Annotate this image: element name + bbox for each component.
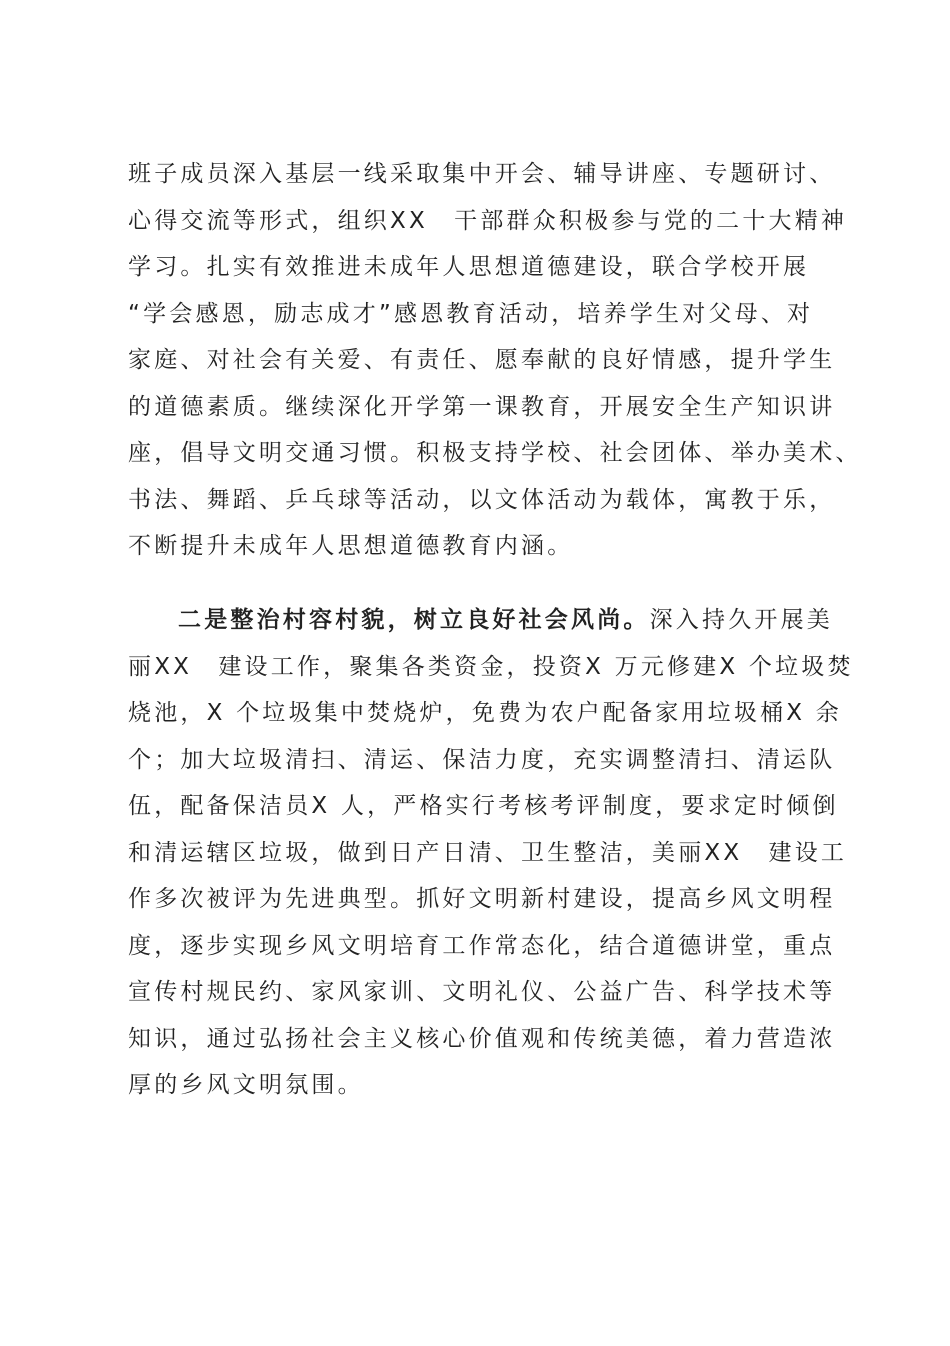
- paragraph-1: [128, 151, 862, 570]
- paragraph-1-line: 的道德素质。继续深化开学第一课教育，开展安全生产知识讲: [128, 393, 836, 420]
- paragraph-2-line: 厚的乡风文明氛围。: [128, 1072, 364, 1098]
- paragraph-1-line: 学习。扎实有效推进未成年人思想道德建设，联合学校开展: [128, 254, 810, 280]
- paragraph-2-line: 烧池，X 个垃圾集中焚烧炉，免费为农户配备家用垃圾桶X 余: [128, 700, 842, 726]
- paragraph-2-line: 个；加大垃圾清扫、清运、保洁力度，充实调整清扫、清运队: [128, 746, 836, 773]
- paragraph-2-line: 度，逐步实现乡风文明培育工作常态化，结合道德讲堂，重点: [128, 932, 836, 959]
- paragraph-2-line: 作多次被评为先进典型。抓好文明新村建设，提高乡风文明程: [128, 886, 836, 912]
- paragraph-1-line: 家庭、对社会有关爱、有责任、愿奉献的良好情感，提升学生: [128, 347, 836, 373]
- paragraph-1-line: 班子成员深入基层一线采取集中开会、辅导讲座、专题研讨、: [128, 161, 836, 187]
- paragraph-2-line: 丽XX 建设工作，聚集各类资金，投资X 万元修建X 个垃圾焚: [128, 653, 854, 680]
- paragraph-1-line: “学会感恩，励志成才”感恩教育活动，培养学生对父母、对: [128, 300, 814, 327]
- paragraph-2-heading: 二是整治村容村貌，树立良好社会风尚。: [178, 607, 650, 633]
- paragraph-2-line: 和清运辖区垃圾，做到日产日清、卫生整洁，美丽XX 建设工: [128, 839, 848, 866]
- paragraph-2-line: 宣传村规民约、家风家训、文明礼仪、公益广告、科学技术等: [128, 979, 836, 1005]
- paragraph-1-line: 心得交流等形式，组织XX 干部群众积极参与党的二十大精神: [128, 207, 848, 234]
- paragraph-1-line: 座，倡导文明交通习惯。积极支持学校、社会团体、举办美术、: [128, 440, 862, 466]
- paragraph-1-line: 书法、舞蹈、乒乓球等活动，以文体活动为载体，寓教于乐，: [128, 486, 836, 513]
- paragraph-2-line: 伍，配备保洁员X 人，严格实行考核考评制度，要求定时倾倒: [128, 793, 839, 819]
- paragraph-2: [128, 597, 854, 1109]
- paragraph-2-first-line: [128, 597, 854, 644]
- paragraph-2-line: 知识，通过弘扬社会主义核心价值观和传统美德，着力营造浓: [128, 1025, 836, 1052]
- paragraph-2-first-line-rest: 深入持久开展美: [649, 607, 834, 633]
- paragraph-1-line: 不断提升未成年人思想道德教育内涵。: [128, 533, 574, 559]
